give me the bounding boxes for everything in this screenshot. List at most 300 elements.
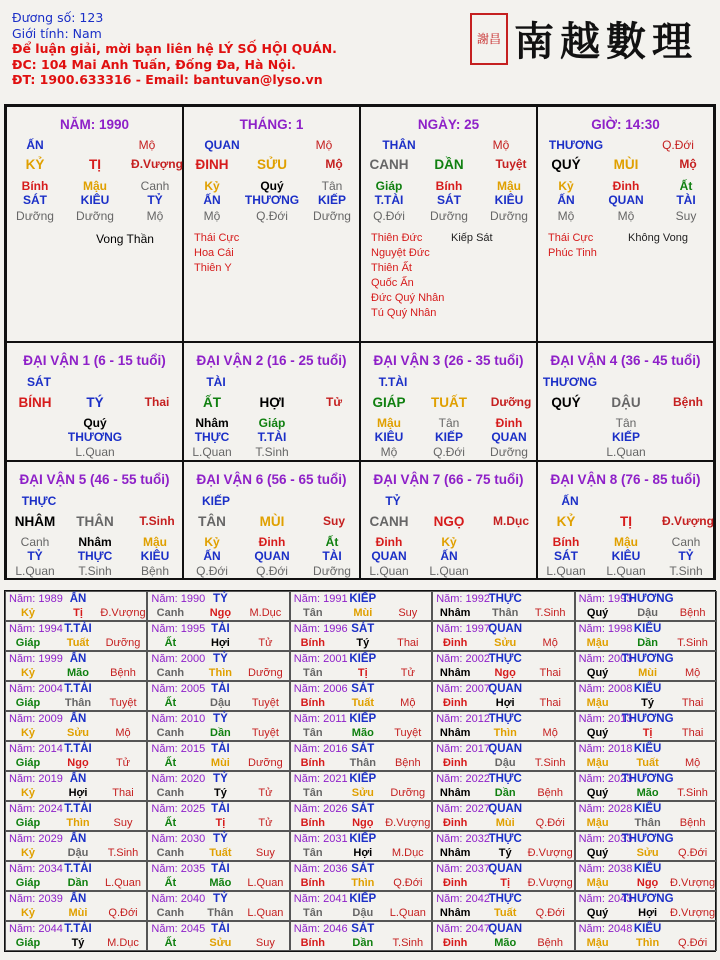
daivan-cell	[537, 342, 714, 461]
year-branch: Sửu	[66, 727, 90, 739]
year-stage: Mộ	[684, 757, 701, 769]
year-star: TỶ	[213, 893, 228, 905]
year-stem: Bính	[300, 937, 326, 949]
daivan-hidden-stem: Bính	[552, 535, 580, 549]
year-cell	[147, 591, 289, 621]
year-branch: Tị	[500, 877, 511, 889]
year-label: Năm: 2038	[578, 863, 633, 875]
daivan-hidden-stem: Giáp	[258, 416, 286, 430]
year-stage: Dưỡng	[390, 787, 426, 799]
year-branch: Ngọ	[209, 607, 232, 619]
year-stem: Quý	[586, 667, 609, 679]
pillar-hidden-stem: Đinh	[612, 179, 640, 193]
year-branch: Ngọ	[636, 877, 659, 889]
year-stage: T.Sinh	[677, 787, 708, 799]
list-item: Thiên Đức	[371, 232, 423, 244]
year-star: THƯƠNG	[621, 593, 674, 605]
year-branch: Mùi	[210, 757, 230, 769]
year-branch: Tuất	[209, 847, 232, 859]
daivan-hidden-star: KIẾP	[434, 430, 464, 444]
year-cell	[432, 801, 574, 831]
year-stem: Mậu	[586, 937, 609, 949]
year-stage: Thai	[681, 727, 704, 739]
daivan-star: ẤN	[561, 494, 579, 508]
year-label: Năm: 2030	[151, 833, 206, 845]
year-stem: Kỷ	[20, 847, 36, 859]
daivan-title: ĐẠI VẬN 2 (16 - 25 tuổi)	[196, 353, 347, 368]
year-stem: Nhâm	[439, 667, 471, 679]
daivan-title: ĐẠI VẬN 6 (56 - 65 tuổi)	[196, 472, 347, 487]
contact-address: ĐC: 104 Mai Anh Tuấn, Đống Đa, Hà Nội.	[12, 56, 296, 72]
pillar-stage: Mộ	[138, 138, 156, 152]
year-stage: T.Sinh	[534, 607, 566, 619]
year-stage: Q.Đới	[108, 907, 138, 919]
year-stem: Tân	[303, 907, 323, 919]
year-stem: Bính	[300, 697, 326, 709]
year-stage: Tử	[400, 667, 415, 679]
year-stem: Quý	[586, 907, 609, 919]
pillar-hidden-star: THƯƠNG	[244, 193, 300, 207]
daivan-main: Suy	[322, 514, 346, 528]
year-label: Năm: 2031	[293, 833, 348, 845]
daivan-cell	[183, 342, 360, 461]
year-star: SÁT	[351, 623, 375, 635]
year-star: SÁT	[351, 743, 375, 755]
year-stage: Tuyệt	[251, 727, 279, 739]
daivan-hidden-stage: L.Quan	[546, 564, 586, 578]
pillar-main: SỬU	[257, 157, 287, 172]
year-stem: Đinh	[442, 937, 468, 949]
list-item: Đức Quý Nhân	[371, 292, 445, 304]
pillar-hidden-stage: Dưỡng	[313, 209, 351, 223]
year-stem: Đinh	[442, 637, 468, 649]
year-cell	[575, 921, 717, 951]
year-label: Năm: 2019	[9, 773, 63, 785]
daivan-hidden-stem: Canh	[20, 535, 50, 549]
year-label: Năm: 1997	[436, 623, 490, 635]
year-star: THƯƠNG	[621, 773, 674, 785]
year-label: Năm: 2006	[293, 683, 348, 695]
year-stem: Tân	[303, 727, 323, 739]
pillar-hidden-stage: Dưỡng	[16, 209, 54, 223]
year-cell	[290, 801, 432, 831]
daivan-hidden-stem: Tân	[438, 416, 460, 430]
year-stage: Mộ	[542, 637, 558, 649]
year-stage: Suy	[113, 817, 133, 829]
year-branch: Mão	[209, 877, 232, 889]
year-star: ẤN	[69, 653, 87, 665]
year-label: Năm: 2010	[151, 713, 206, 725]
pillar-title: NGÀY: 25	[417, 117, 480, 132]
year-branch: Thìn	[493, 727, 517, 739]
daivan-hidden-star: T.TÀI	[257, 430, 287, 444]
pillar-hidden-stage: Suy	[675, 209, 697, 223]
pillar-list-right	[451, 231, 493, 246]
year-stem: Quý	[586, 847, 609, 859]
year-label: Năm: 1995	[151, 623, 206, 635]
pillar-title: GIỜ: 14:30	[591, 117, 660, 132]
daivan-hidden-stem: Đinh	[258, 535, 286, 549]
pillar-title: NĂM: 1990	[59, 117, 130, 132]
year-branch: Tuất	[636, 757, 659, 769]
year-star: THỰC	[488, 713, 522, 725]
daivan-main: GIÁP	[372, 395, 406, 410]
pillar-list-left	[194, 231, 239, 276]
year-star: ẤN	[69, 713, 87, 725]
daivan-hidden-star: KIÊU	[374, 430, 404, 444]
year-stem: Mậu	[586, 637, 609, 649]
year-star: KIẾP	[349, 653, 377, 665]
year-cell	[432, 591, 574, 621]
daivan-hidden-star: TÀI	[322, 549, 342, 563]
year-stem: Nhâm	[439, 607, 471, 619]
year-branch: Dần	[494, 787, 516, 799]
year-cell	[5, 891, 147, 921]
year-stage: Thai	[112, 787, 134, 799]
daivan-hidden-star: KIÊU	[140, 549, 170, 563]
year-stage: Bệnh	[537, 937, 564, 949]
daivan-hidden-stage: T.Sinh	[255, 445, 289, 459]
year-branch: Tị	[73, 607, 83, 619]
year-stem: Mậu	[586, 697, 609, 709]
year-stage: Bệnh	[110, 667, 136, 679]
year-branch: Mùi	[495, 817, 515, 829]
daivan-star: KIẾP	[201, 494, 231, 508]
pillar-main: KỶ	[25, 157, 45, 172]
daivan-hidden-stage: Q.Đới	[433, 445, 465, 459]
year-cell	[575, 771, 717, 801]
year-cell	[432, 891, 574, 921]
year-star: ẤN	[69, 893, 87, 905]
year-branch: Tý	[498, 847, 512, 859]
year-stem: Giáp	[15, 637, 41, 649]
year-stem: Ất	[164, 697, 177, 709]
daivan-cell	[6, 461, 183, 580]
year-label: Năm: 2036	[293, 863, 348, 875]
list-item: Thái Cực	[548, 232, 594, 244]
pillar-grid	[4, 104, 716, 580]
year-star: SÁT	[351, 863, 375, 875]
pillar-hidden-stem: Tân	[321, 179, 343, 193]
pillar-cell	[183, 106, 360, 342]
year-cell	[432, 741, 574, 771]
year-label: Năm: 2017	[436, 743, 490, 755]
pillar-hidden-star: KIÊU	[80, 193, 110, 207]
year-star: THỰC	[488, 593, 522, 605]
year-label: Năm: 2035	[151, 863, 206, 875]
year-stage: Q.Đới	[393, 877, 423, 889]
year-cell	[432, 771, 574, 801]
year-stem: Giáp	[15, 757, 41, 769]
year-stage: Đ.Vượng	[527, 877, 573, 889]
year-stage: Q.Đới	[677, 937, 708, 949]
year-stage: Suy	[398, 607, 418, 619]
daivan-hidden-stage: Bệnh	[140, 564, 170, 578]
year-stage: T.Sinh	[677, 637, 708, 649]
year-cell	[147, 651, 289, 681]
year-star: T.TÀI	[64, 803, 92, 815]
year-branch: Hợi	[68, 787, 88, 799]
year-cell	[432, 651, 574, 681]
year-star: TÀI	[211, 863, 230, 875]
year-stage: Tử	[258, 637, 273, 649]
year-stage: T.Sinh	[392, 937, 424, 949]
year-cell	[575, 831, 717, 861]
year-stem: Canh	[156, 727, 185, 739]
year-stem: Kỷ	[20, 907, 36, 919]
year-stage: Tử	[258, 817, 273, 829]
year-label: Năm: 2048	[578, 923, 633, 935]
year-stem: Nhâm	[439, 727, 471, 739]
year-star: KIÊU	[633, 743, 662, 755]
year-label: Năm: 2034	[9, 863, 63, 875]
year-stage: Tử	[115, 757, 131, 769]
year-stem: Kỷ	[20, 607, 36, 619]
year-stage: Tuyệt	[394, 727, 422, 739]
year-cell	[290, 771, 432, 801]
year-stem: Canh	[156, 607, 185, 619]
list-item: Phúc Tinh	[548, 247, 597, 259]
year-label: Năm: 1994	[9, 623, 63, 635]
pillar-hidden-stage: Dưỡng	[430, 209, 468, 223]
daivan-hidden-stem: Đinh	[375, 535, 403, 549]
daivan-hidden-stage: L.Quan	[369, 564, 409, 578]
year-stem: Kỷ	[20, 787, 36, 799]
pillar-hidden-star: KIẾP	[317, 193, 347, 207]
year-label: Năm: 2000	[151, 653, 206, 665]
year-stage: Suy	[255, 937, 275, 949]
pillar-hidden-stage: Q.Đới	[373, 209, 405, 223]
year-cell	[575, 711, 717, 741]
year-stage: M.Dục	[391, 847, 424, 859]
year-stem: Ất	[164, 877, 177, 889]
year-stage: Bệnh	[679, 817, 706, 829]
pillar-star: THÂN	[382, 138, 416, 152]
year-label: Năm: 2014	[9, 743, 63, 755]
year-stem: Đinh	[442, 817, 468, 829]
year-label: Năm: 2011	[293, 713, 347, 725]
pillar-main: TỊ	[89, 157, 101, 172]
year-stage: T.Sinh	[534, 757, 566, 769]
year-star: TỶ	[213, 713, 228, 725]
year-star: QUAN	[488, 803, 523, 815]
year-branch: Tuất	[66, 637, 90, 649]
list-item: Hoa Cái	[194, 247, 234, 259]
contact-phone-email: ĐT: 1900.633316 - Email: bantuvan@lyso.vn	[12, 72, 323, 87]
year-label: Năm: 2025	[151, 803, 206, 815]
pillar-main: DẦN	[434, 157, 464, 172]
daivan-hidden-stem: Nhâm	[78, 535, 112, 549]
year-star: TỶ	[213, 773, 228, 785]
year-stem: Canh	[156, 847, 185, 859]
year-cell	[575, 891, 717, 921]
daivan-hidden-star: QUAN	[491, 430, 527, 444]
year-stage: Đ.Vượng	[670, 907, 716, 919]
daivan-cell	[6, 342, 183, 461]
year-stem: Tân	[303, 847, 323, 859]
daivan-main: Dưỡng	[490, 395, 532, 409]
year-label: Năm: 2044	[9, 923, 63, 935]
year-cell	[432, 831, 574, 861]
year-label: Năm: 1998	[578, 623, 633, 635]
year-star: KIÊU	[633, 683, 662, 695]
year-label: Năm: 2008	[578, 683, 633, 695]
daivan-main: TUẤT	[431, 395, 467, 410]
year-label: Năm: 2042	[436, 893, 490, 905]
year-label: Năm: 2009	[9, 713, 63, 725]
year-stem: Canh	[156, 907, 185, 919]
year-stage: Tử	[258, 787, 273, 799]
year-branch: Thìn	[66, 817, 90, 829]
pillar-hidden-stage: Mộ	[203, 209, 221, 223]
year-branch: Mão	[636, 787, 659, 799]
year-stem: Giáp	[15, 937, 41, 949]
year-stage: Dưỡng	[248, 757, 283, 769]
year-cell	[432, 861, 574, 891]
list-item: Nguyệt Đức	[371, 247, 430, 259]
year-star: TÀI	[211, 623, 230, 635]
daivan-star: T.TÀI	[378, 375, 408, 389]
year-cell	[290, 591, 432, 621]
year-cell	[290, 741, 432, 771]
year-branch: Sửu	[494, 637, 517, 649]
daivan-title: ĐẠI VẬN 3 (26 - 35 tuổi)	[373, 353, 524, 368]
daivan-cell	[537, 461, 714, 580]
pillar-hidden-stage: Q.Đới	[256, 209, 288, 223]
year-cell	[147, 741, 289, 771]
year-cell	[290, 621, 432, 651]
year-branch: Tý	[71, 937, 85, 949]
year-branch: Thân	[207, 907, 234, 919]
year-stage: Q.Đới	[535, 907, 565, 919]
daivan-main: NHÂM	[14, 514, 56, 529]
year-star: SÁT	[351, 803, 375, 815]
year-star: THỰC	[488, 773, 522, 785]
year-cell	[147, 831, 289, 861]
header-info	[12, 10, 337, 88]
pillar-hidden-stem: Mậu	[83, 179, 107, 193]
year-star: THỰC	[488, 833, 522, 845]
daivan-main: BÍNH	[18, 395, 52, 410]
daivan-hidden-star: TỶ	[27, 549, 43, 563]
year-cell	[290, 711, 432, 741]
daivan-hidden-stage: Dưỡng	[313, 564, 351, 578]
seal-stamp: 謝昌	[470, 13, 508, 65]
year-cell	[5, 591, 147, 621]
daivan-hidden-stage: L.Quan	[606, 445, 646, 459]
daivan-main: CANH	[369, 514, 409, 529]
year-stem: Mậu	[586, 877, 609, 889]
year-branch: Tuất	[351, 697, 374, 709]
year-stage: Thai	[397, 637, 419, 649]
year-branch: Dậu	[352, 907, 374, 919]
year-branch: Dậu	[210, 697, 231, 709]
year-label: Năm: 2037	[436, 863, 490, 875]
daivan-main: KỶ	[556, 514, 576, 529]
daivan-star: THỰC	[21, 494, 57, 508]
daivan-hidden-star: SÁT	[554, 549, 578, 563]
daivan-hidden-stem: Mậu	[614, 535, 638, 549]
year-stage: Tuyệt	[109, 697, 137, 709]
year-stage: L.Quan	[389, 907, 426, 919]
list-item: Tú Quý Nhân	[371, 307, 437, 319]
daivan-star: SÁT	[27, 375, 51, 389]
year-branch: Mão	[494, 937, 517, 949]
year-label: Năm: 1990	[151, 593, 206, 605]
daivan-main: Đ.Vượng	[662, 514, 714, 528]
year-stage: Dưỡng	[248, 667, 283, 679]
list-item: Thái Cực	[194, 232, 240, 244]
pillar-main: Tuyệt	[495, 157, 527, 171]
year-branch: Mão	[67, 667, 89, 679]
pillar-cell	[6, 106, 183, 342]
year-label: Năm: 2012	[436, 713, 490, 725]
year-cell	[5, 651, 147, 681]
pillar-stage: Q.Đới	[662, 138, 694, 152]
year-branch: Dậu	[494, 757, 516, 769]
daivan-hidden-stage: L.Quan	[75, 445, 115, 459]
year-stem: Canh	[156, 667, 185, 679]
daivan-star: TÀI	[206, 375, 226, 389]
year-stage: Đ.Vượng	[527, 847, 573, 859]
year-cell	[147, 891, 289, 921]
year-cell	[5, 621, 147, 651]
year-cell	[432, 621, 574, 651]
year-label: Năm: 2029	[9, 833, 63, 845]
year-star: THƯƠNG	[621, 833, 674, 845]
year-branch: Tị	[642, 727, 653, 739]
year-stem: Nhâm	[439, 847, 471, 859]
year-table	[4, 590, 716, 952]
daivan-hidden-star: QUAN	[254, 549, 290, 563]
year-label: Năm: 2041	[293, 893, 348, 905]
year-branch: Dậu	[67, 847, 89, 859]
daivan-hidden-star: ẤN	[440, 549, 458, 563]
logo-text: 南越數理	[514, 18, 698, 65]
year-stage: Mộ	[115, 727, 131, 739]
year-stem: Mậu	[586, 757, 609, 769]
year-stem: Kỷ	[20, 667, 36, 679]
year-star: SÁT	[351, 683, 375, 695]
pillar-hidden-stem: Giáp	[375, 179, 403, 193]
year-label: Năm: 2020	[151, 773, 206, 785]
daivan-hidden-star: THỰC	[77, 549, 113, 563]
year-star: T.TÀI	[64, 863, 92, 875]
daivan-main: TÂN	[198, 514, 226, 529]
year-star: KIẾP	[349, 713, 377, 725]
pillar-star: ẤN	[26, 138, 44, 152]
year-stage: T.Sinh	[107, 847, 139, 859]
year-label: Năm: 2003	[578, 653, 633, 665]
year-branch: Dần	[210, 727, 231, 739]
pillar-hidden-stem: Bính	[435, 179, 463, 193]
year-branch: Sửu	[209, 937, 232, 949]
year-stage: Bệnh	[537, 787, 564, 799]
year-stage: Thai	[539, 667, 561, 679]
year-branch: Thân	[64, 697, 92, 709]
year-cell	[5, 861, 147, 891]
year-stem: Tân	[303, 667, 323, 679]
pillar-list-left	[548, 231, 597, 261]
year-label: Năm: 2047	[436, 923, 490, 935]
pillar-hidden-stem: Kỷ	[204, 179, 220, 193]
year-branch: Mão	[351, 727, 374, 739]
pillar-hidden-star: TỶ	[147, 193, 163, 207]
daivan-hidden-stage: Dưỡng	[490, 445, 528, 459]
daivan-title: ĐẠI VẬN 8 (76 - 85 tuổi)	[550, 472, 701, 487]
daivan-main: Tử	[325, 395, 343, 409]
year-cell	[147, 621, 289, 651]
